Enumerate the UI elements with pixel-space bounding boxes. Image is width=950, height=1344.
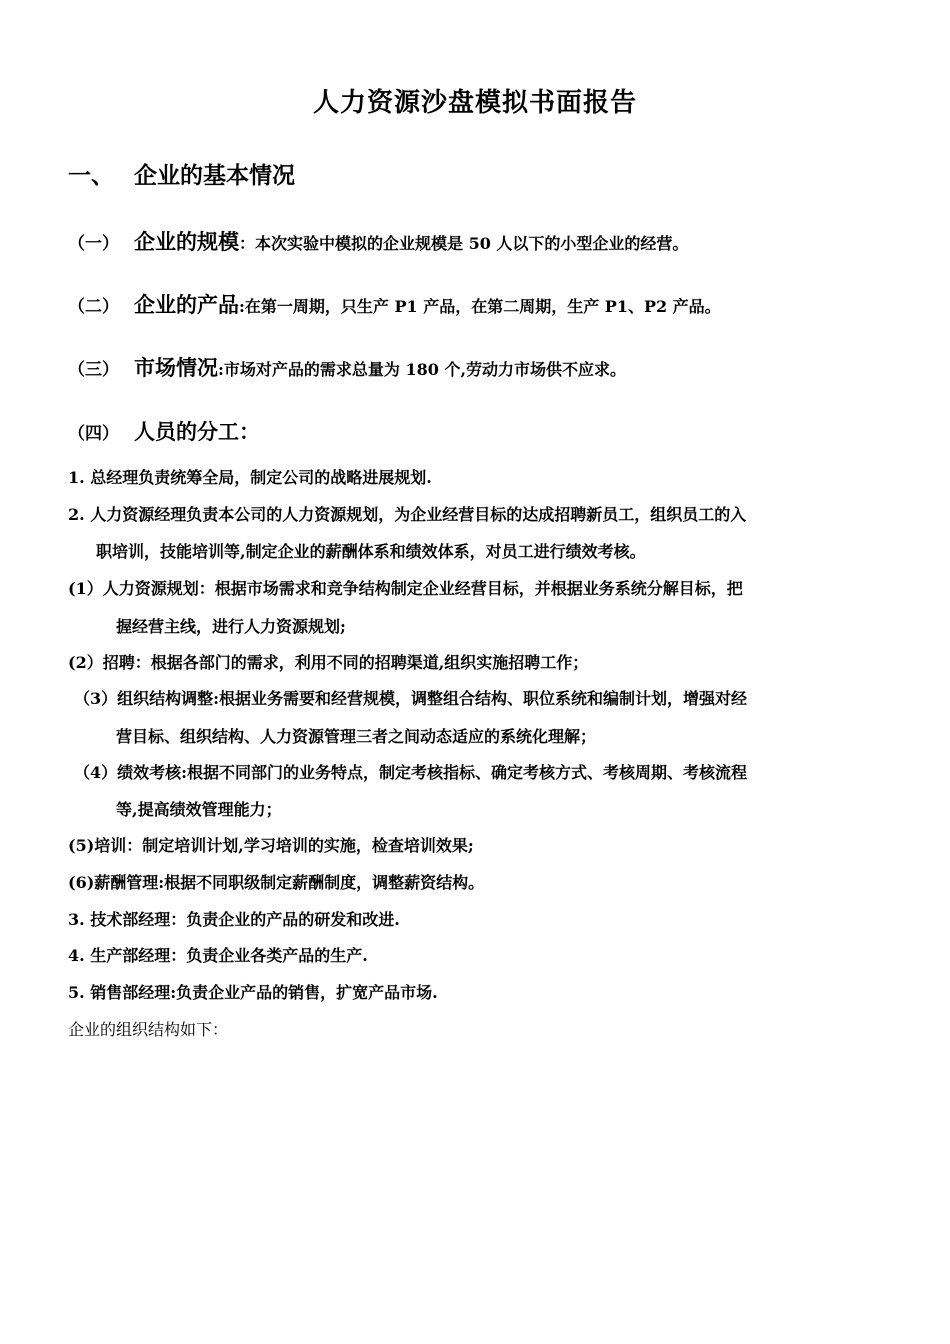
subsection-division-of-labor: [68, 416, 260, 446]
subsection-number: （一）: [68, 234, 119, 254]
subsection-products: [68, 289, 721, 319]
subsection-number: （三）: [68, 360, 119, 380]
hr-task-planning: (1）人力资源规划：根据市场需求和竞争结构制定企业经营目标，并根据业务系统分解目标，把: [68, 579, 743, 598]
subsection-text: ：: [239, 419, 260, 444]
list-item-hr-manager: 2. 人力资源经理负责本公司的人力资源规划，为企业经营目标的达成招聘新员工，组织员工的入: [68, 505, 747, 524]
hr-task-planning-cont: 握经营主线，进行人力资源规划;: [116, 617, 346, 636]
report-title: 人力资源沙盘模拟书面报告: [312, 88, 637, 118]
list-item-tech-manager: 3. 技术部经理：负责企业的产品的研发和改进.: [68, 910, 400, 929]
hr-task-recruitment: (2）招聘：根据各部门的需求，利用不同的招聘渠道,组织实施招聘工作；: [68, 653, 589, 672]
list-item-production-manager: 4. 生产部经理：负责企业各类产品的生产.: [68, 946, 368, 965]
subsection-scale: [68, 226, 688, 256]
hr-task-training: (5)培训：制定培训计划,学习培训的实施，检查培训效果;: [68, 836, 474, 855]
subsection-number: （二）: [68, 297, 119, 317]
list-item-general-manager: 1. 总经理负责统筹全局，制定公司的战略进展规划.: [68, 468, 432, 487]
subsection-text: ：本次实验中模拟的企业规模是 50 人以下的小型企业的经营。: [239, 234, 689, 253]
section-number: 一、: [68, 162, 114, 189]
subsection-heading: 人员的分工: [134, 419, 239, 444]
hr-task-org-structure-cont: 营目标、组织结构、人力资源管理三者之间动态适应的系统化理解；: [116, 727, 597, 746]
subsection-number: （四）: [68, 424, 119, 444]
hr-task-performance: （4）绩效考核:根据不同部门的业务特点，制定考核指标、确定考核方式、考核周期、考核流程: [74, 763, 748, 782]
subsection-heading: 市场情况: [134, 355, 218, 380]
list-item-hr-manager-cont: 职培训，技能培训等,制定企业的薪酬体系和绩效体系，对员工进行绩效考核。: [96, 542, 646, 561]
list-item-sales-manager: 5. 销售部经理:负责企业产品的销售，扩宽产品市场.: [68, 983, 438, 1002]
subsection-market: [68, 352, 626, 382]
section-title: 企业的基本情况: [134, 162, 295, 189]
subsection-heading: 企业的规模: [134, 229, 239, 254]
hr-task-performance-cont: 等,提高绩效管理能力；: [116, 800, 282, 819]
subsection-text: :在第一周期，只生产 P1 产品，在第二周期，生产 P1、P2 产品。: [239, 297, 721, 316]
hr-task-org-structure: （3）组织结构调整:根据业务需要和经营规模，调整组合结构、职位系统和编制计划，增强对经: [74, 689, 748, 708]
section-heading-1: [68, 157, 295, 190]
hr-task-compensation: (6)薪酬管理:根据不同职级制定薪酬制度，调整薪资结构。: [68, 873, 485, 892]
subsection-text: :市场对产品的需求总量为 180 个,劳动力市场供不应求。: [218, 360, 627, 379]
subsection-heading: 企业的产品: [134, 292, 239, 317]
org-structure-intro: 企业的组织结构如下：: [68, 1020, 229, 1039]
